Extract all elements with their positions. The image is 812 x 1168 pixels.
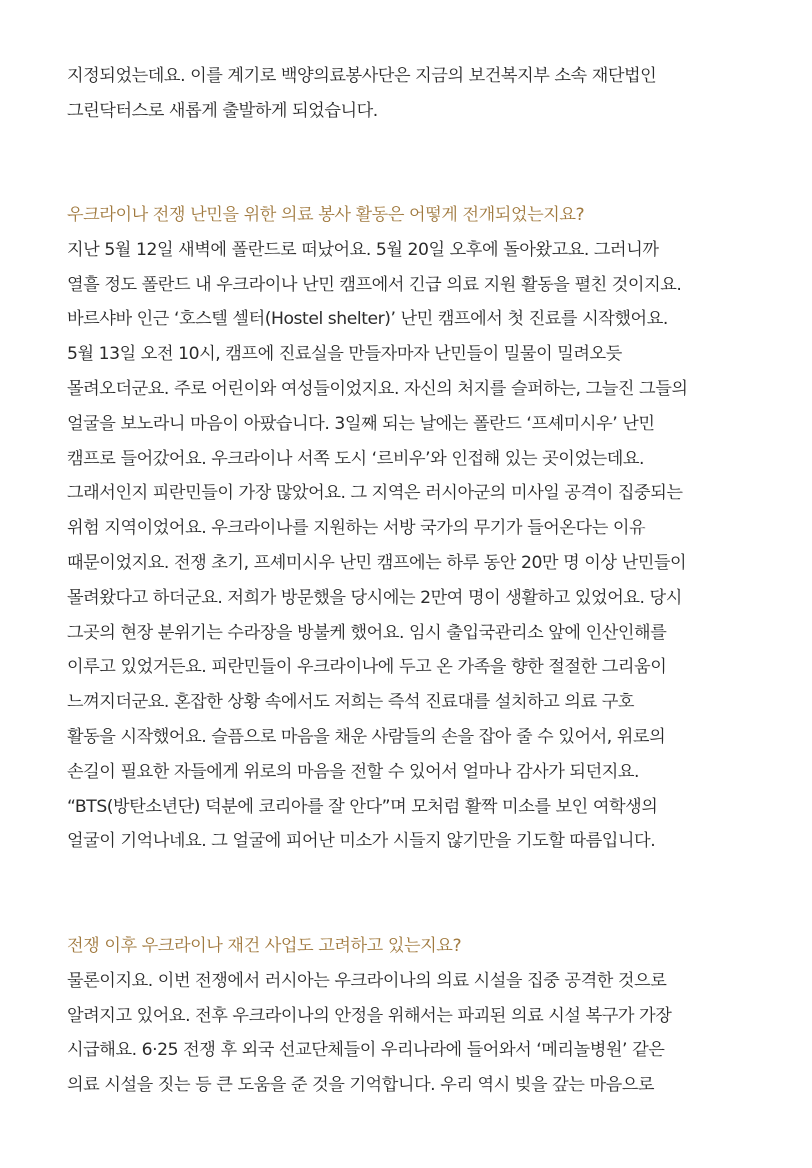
answer-line: 의료 시설을 짓는 등 큰 도움을 준 것을 기억합니다. 우리 역시 빚을 갚는 마음으로 (67, 1075, 655, 1096)
answer-line: 물론이지요. 이번 전쟁에서 러시아는 우크라이나의 의료 시설을 집중 공격한 것으로 (67, 970, 667, 991)
answer-line: 몰려오더군요. 주로 어린이와 여성들이었지요. 자신의 처지를 슬퍼하는, 그늘진 그들의 (67, 378, 688, 399)
answer-line: 시급해요. 6·25 전쟁 후 외국 선교단체들이 우리나라에 들어와서 ‘메리놀병원’ 같은 (67, 1040, 665, 1061)
answer-line: 얼굴이 기억나네요. 그 얼굴에 피어난 미소가 시들지 않기만을 기도할 따름입니다. (67, 831, 656, 852)
paragraph-line: 지정되었는데요. 이를 계기로 백양의료봉사단은 지금의 보건복지부 소속 재단법인 (67, 66, 657, 86)
answer-line: 이루고 있었거든요. 피란민들이 우크라이나에 두고 온 가족을 향한 절절한 그리움이 (67, 657, 667, 678)
answer-line: 바르샤바 인근 ‘호스텔 셀터(Hostel shelter)’ 난민 캠프에서 첫 진료를 시작했어요. (67, 309, 668, 330)
answer-line: 얼굴을 보노라니 마음이 아팠습니다. 3일째 되는 날에는 폴란드 ‘프셰미시우’ 난민 (67, 413, 655, 434)
question-heading: 전쟁 이후 우크라이나 재건 사업도 고려하고 있는지요? (67, 936, 462, 956)
answer-line: 때문이었지요. 전쟁 초기, 프셰미시우 난민 캠프에는 하루 동안 20만 명 이상 난민들이 (67, 552, 687, 573)
qa-section-refugee-medical (67, 198, 767, 859)
answer-line: 알려지고 있어요. 전후 우크라이나의 안정을 위해서는 파괴된 의료 시설 복구가 가장 (67, 1005, 672, 1026)
answer-line: 지난 5월 12일 새벽에 폴란드로 떠났어요. 5월 20일 오후에 돌아왔고요. 그러니까 (67, 239, 659, 260)
paragraph-line: 그린닥터스로 새롭게 출발하게 되었습니다. (67, 100, 378, 121)
answer-line: 5월 13일 오전 10시, 캠프에 진료실을 만들자마자 난민들이 밀물이 밀려오듯 (67, 344, 622, 365)
answer-line: 위험 지역이었어요. 우크라이나를 지원하는 서방 국가의 무기가 들어온다는 이유 (67, 518, 646, 539)
qa-section-reconstruction (67, 929, 767, 1103)
answer-line: 캠프로 들어갔어요. 우크라이나 서쪽 도시 ‘르비우’와 인접해 있는 곳이었는데요. (67, 448, 645, 469)
answer-line: 몰려왔다고 하더군요. 저희가 방문했을 당시에는 2만여 명이 생활하고 있었어요. 당시 (67, 587, 682, 608)
answer-line: 활동을 시작했어요. 슬픔으로 마음을 채운 사람들의 손을 잡아 줄 수 있어서, 위로의 (67, 726, 666, 747)
intro-paragraph (67, 59, 767, 129)
answer-line: 그곳의 현장 분위기는 수라장을 방불케 했어요. 임시 출입국관리소 앞에 인산인해를 (67, 622, 667, 643)
answer-line: 열흘 정도 폴란드 내 우크라이나 난민 캠프에서 긴급 의료 지원 활동을 펼친 것이지요. (67, 274, 682, 295)
answer-line: 손길이 필요한 자들에게 위로의 마음을 전할 수 있어서 얼마나 감사가 되던지요. (67, 761, 640, 782)
answer-line: “BTS(방탄소년단) 덕분에 코리아를 잘 안다”며 모처럼 활짝 미소를 보인 여학생의 (67, 796, 658, 817)
question-heading: 우크라이나 전쟁 난민을 위한 의료 봉사 활동은 어떻게 전개되었는지요? (67, 205, 585, 225)
answer-line: 느껴지더군요. 혼잡한 상황 속에서도 저희는 즉석 진료대를 설치하고 의료 구호 (67, 692, 635, 713)
answer-line: 그래서인지 피란민들이 가장 많았어요. 그 지역은 러시아군의 미사일 공격이 집중되는 (67, 483, 683, 504)
